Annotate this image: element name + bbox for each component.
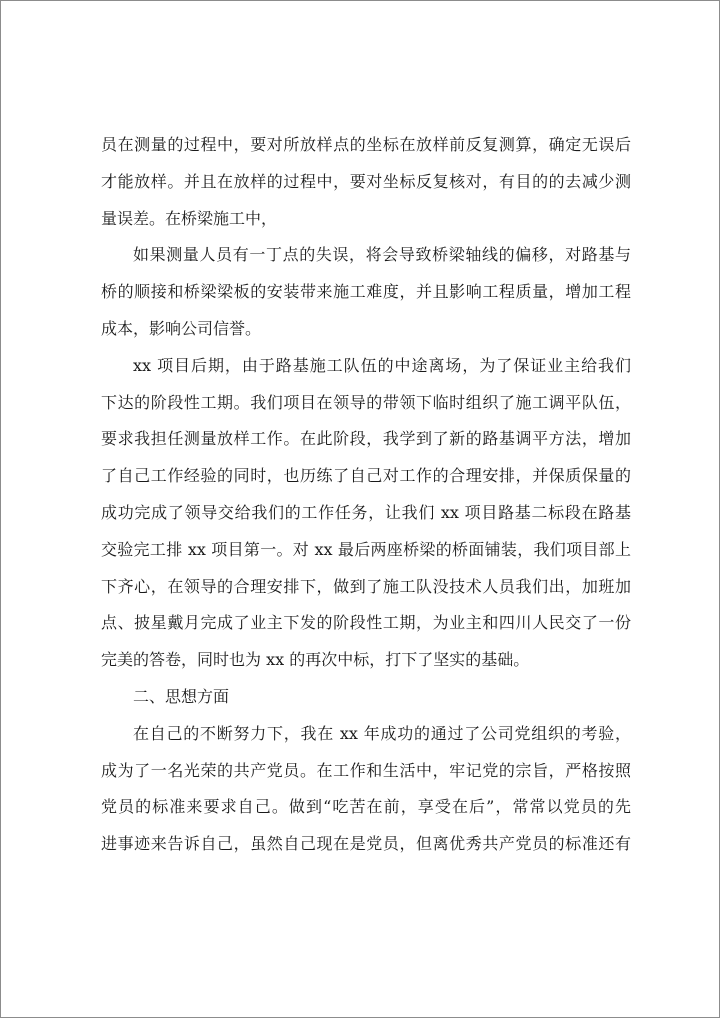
text-line: 要求我担任测量放样工作。在此阶段，我学到了新的路基调平方法，增加 xyxy=(101,429,631,449)
text-line: 了自己工作经验的同时，也历练了自己对工作的合理安排，并保质保量的 xyxy=(101,466,631,486)
section-heading-ideology xyxy=(101,679,631,716)
text-line: 员在测量的过程中，要对所放样点的坐标在放样前反复测算，确定无误后 xyxy=(101,135,631,154)
text-line: 在自己的不断努力下，我在 xx 年成功的通过了公司党组织的考验， xyxy=(133,723,631,743)
paragraph-party-membership xyxy=(101,716,631,863)
text-line: 量误差。在桥梁施工中， xyxy=(101,208,278,228)
paragraph-measurement-errors xyxy=(101,237,631,347)
text-line: 党员的标准来要求自己。做到“吃苦在前，享受在后”，常常以党员的先 xyxy=(101,797,631,817)
text-line: xx 项目后期，由于路基施工队伍的中途离场，为了保证业主给我们 xyxy=(133,355,631,375)
document-body xyxy=(101,127,631,863)
text-line: 下达的阶段性工期。我们项目在领导的带领下临时组织了施工调平队伍， xyxy=(101,392,631,412)
text-line: 二、思想方面 xyxy=(133,686,230,706)
text-line: 交验完工排 xx 项目第一。对 xx 最后两座桥梁的桥面铺装，我们项目部上 xyxy=(101,539,631,559)
text-line: 成本，影响公司信誉。 xyxy=(101,318,262,338)
text-line: 下齐心，在领导的合理安排下，做到了施工队没技术人员我们出，加班加 xyxy=(101,576,631,596)
text-line: 完美的答卷，同时也为 xx 的再次中标，打下了坚实的基础。 xyxy=(101,650,530,670)
paragraph-project-later-stage xyxy=(101,348,631,679)
text-line: 成功完成了领导交给我们的工作任务，让我们 xx 项目路基二标段在路基 xyxy=(101,502,631,522)
text-line: 桥的顺接和桥梁梁板的安装带来施工难度，并且影响工程质量，增加工程 xyxy=(101,282,631,302)
text-line: 点、披星戴月完成了业主下发的阶段性工期，为业主和四川人民交了一份 xyxy=(101,613,631,633)
text-line: 进事迹来告诉自己，虽然自己现在是党员，但离优秀共产党员的标准还有 xyxy=(101,834,631,854)
text-line: 才能放样。并且在放样的过程中，要对坐标反复核对，有目的的去减少测 xyxy=(101,171,631,191)
paragraph-measurement-process xyxy=(101,127,631,237)
text-line: 如果测量人员有一丁点的失误，将会导致桥梁轴线的偏移，对路基与 xyxy=(133,245,631,265)
text-line: 成为了一名光荣的共产党员。在工作和生活中，牢记党的宗旨，严格按照 xyxy=(101,760,631,780)
